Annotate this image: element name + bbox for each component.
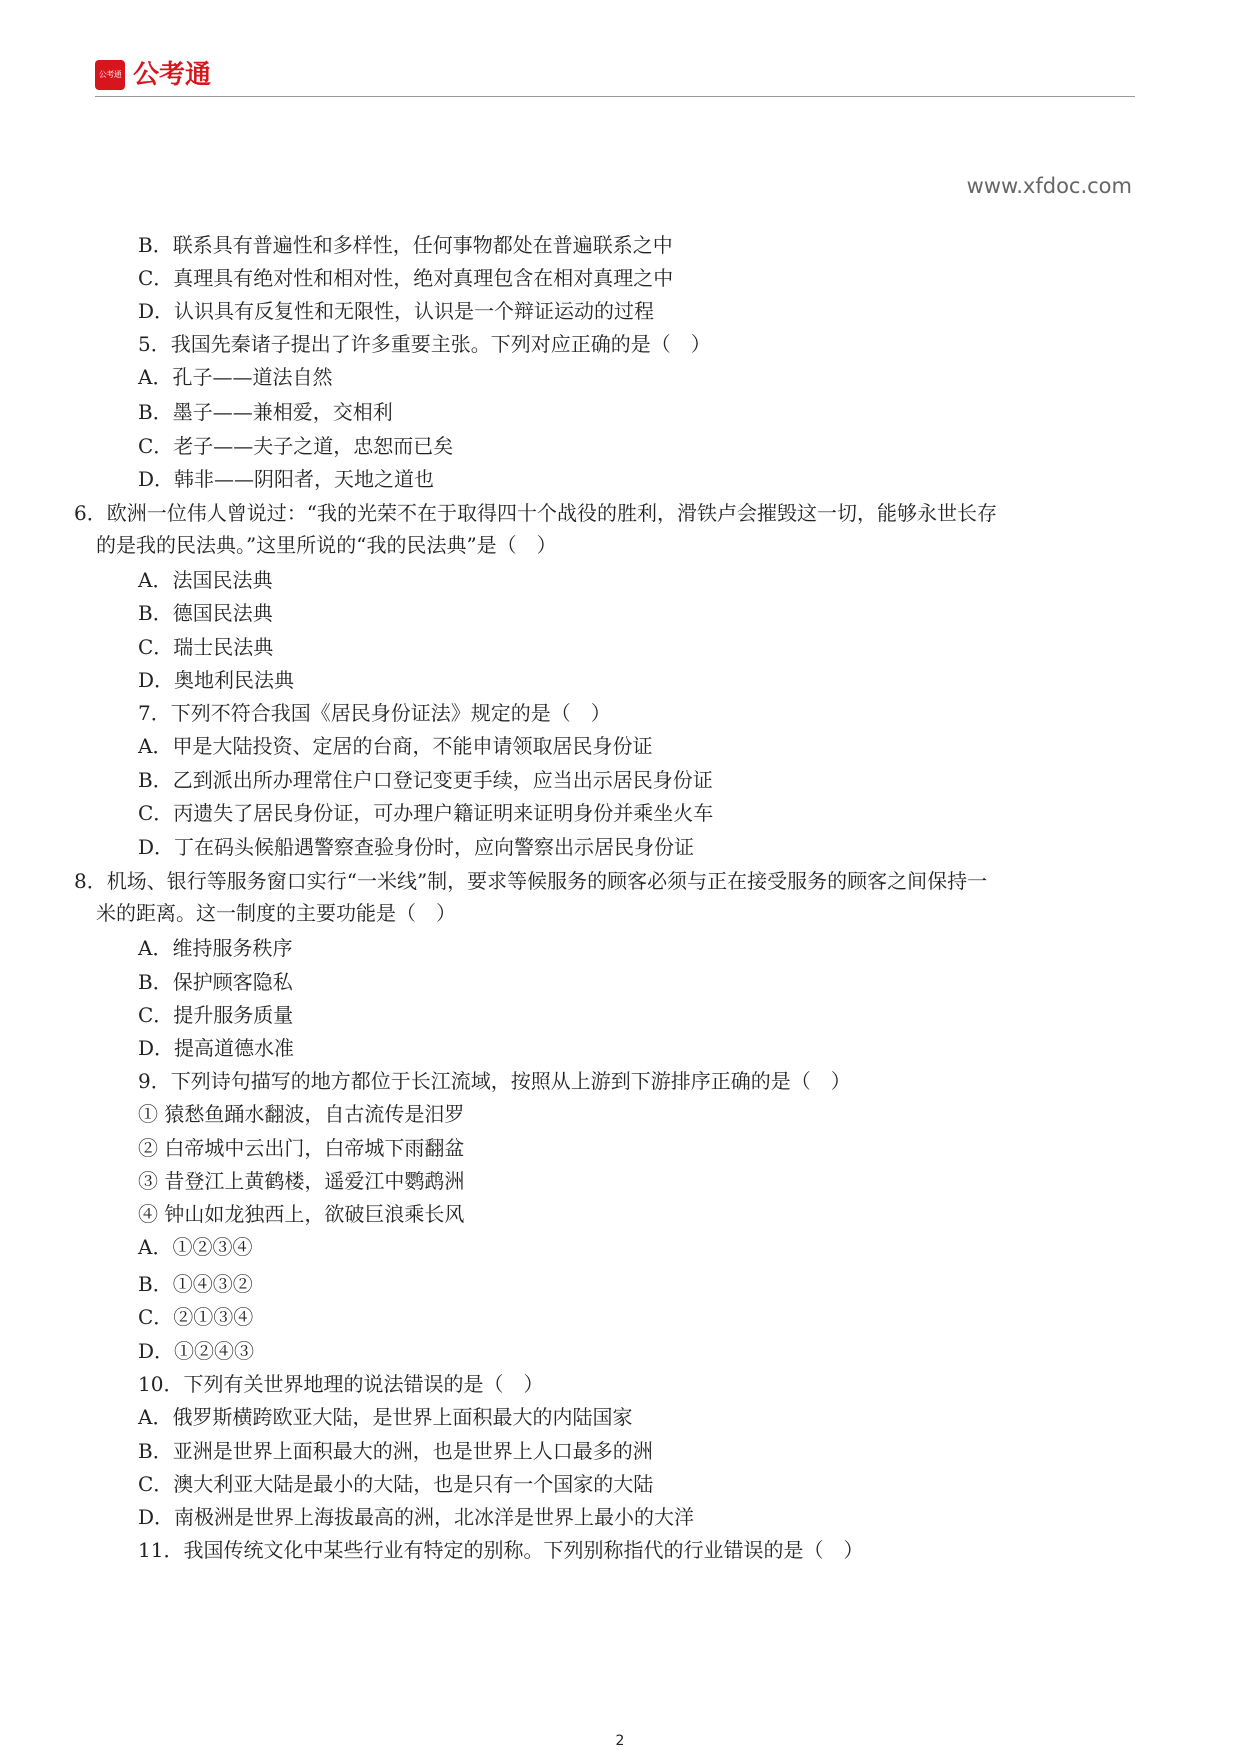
answer-option: A．法国民法典	[138, 568, 273, 592]
answer-option: D．南极洲是世界上海拔最高的洲，北冰洋是世界上最小的大洋	[138, 1505, 695, 1529]
page-number: 2	[615, 1733, 625, 1749]
answer-option: C．提升服务质量	[138, 1003, 294, 1027]
question-text: 8．机场、银行等服务窗口实行“一米线”制，要求等候服务的顾客必须与正在接受服务的顾客之间保持一	[74, 869, 988, 893]
question-text: 9．下列诗句描写的地方都位于长江流域，按照从上游到下游排序正确的是（ ）	[138, 1069, 851, 1093]
question-continuation: 的是我的民法典。”这里所说的“我的民法典”是（ ）	[96, 533, 557, 557]
answer-option: D．丁在码头候船遇警察查验身份时，应向警察出示居民身份证	[138, 835, 695, 859]
answer-option: B．亚洲是世界上面积最大的洲，也是世界上人口最多的洲	[138, 1439, 653, 1463]
answer-option: B．联系具有普遍性和多样性，任何事物都处在普遍联系之中	[138, 233, 673, 257]
question-text: 6．欧洲一位伟人曾说过：“我的光荣不在于取得四十个战役的胜利，滑铁卢会摧毁这一切，能够永世长存	[74, 501, 997, 525]
answer-option: B．①④③②	[138, 1272, 253, 1296]
question-text: 7．下列不符合我国《居民身份证法》规定的是（ ）	[138, 701, 611, 725]
answer-option: D．认识具有反复性和无限性，认识是一个辩证运动的过程	[138, 299, 655, 323]
answer-option: A．①②③④	[138, 1235, 253, 1259]
logo-icon: 公考通	[95, 60, 125, 90]
question-continuation: 米的距离。这一制度的主要功能是（ ）	[96, 901, 456, 925]
question-text: 10．下列有关世界地理的说法错误的是（ ）	[138, 1372, 544, 1396]
answer-option: B．德国民法典	[138, 601, 273, 625]
site-url: www.xfdoc.com	[966, 174, 1132, 198]
answer-option: D．奥地利民法典	[138, 668, 295, 692]
answer-option: A．甲是大陆投资、定居的台商，不能申请领取居民身份证	[138, 734, 653, 758]
answer-option: ② 白帝城中云出门，白帝城下雨翻盆	[138, 1136, 465, 1160]
logo-text: 公考通	[133, 60, 212, 90]
answer-option: D．韩非——阴阳者，天地之道也	[138, 467, 435, 491]
page-header	[95, 57, 1135, 97]
answer-option: C．真理具有绝对性和相对性，绝对真理包含在相对真理之中	[138, 266, 674, 290]
answer-option: C．②①③④	[138, 1305, 254, 1329]
answer-option: B．墨子——兼相爱，交相利	[138, 400, 393, 424]
answer-option: ① 猿愁鱼踊水翻波，自古流传是汨罗	[138, 1102, 465, 1126]
answer-option: B．乙到派出所办理常住户口登记变更手续，应当出示居民身份证	[138, 768, 713, 792]
answer-option: C．老子——夫子之道，忠恕而已矣	[138, 434, 454, 458]
answer-option: B．保护顾客隐私	[138, 970, 293, 994]
answer-option: D．提高道德水准	[138, 1036, 295, 1060]
answer-option: A．维持服务秩序	[138, 936, 293, 960]
header-divider	[95, 96, 1135, 97]
answer-option: D．①②④③	[138, 1339, 255, 1363]
question-text: 5．我国先秦诸子提出了许多重要主张。下列对应正确的是（ ）	[138, 332, 711, 356]
answer-option: A．俄罗斯横跨欧亚大陆，是世界上面积最大的内陆国家	[138, 1405, 633, 1429]
answer-option: C．瑞士民法典	[138, 635, 274, 659]
answer-option: A．孔子——道法自然	[138, 365, 333, 389]
answer-option: ④ 钟山如龙独西上，欲破巨浪乘长风	[138, 1202, 465, 1226]
answer-option: ③ 昔登江上黄鹤楼，遥爱江中鹦鹉洲	[138, 1169, 465, 1193]
question-text: 11．我国传统文化中某些行业有特定的别称。下列别称指代的行业错误的是（ ）	[138, 1538, 864, 1562]
answer-option: C．丙遗失了居民身份证，可办理户籍证明来证明身份并乘坐火车	[138, 801, 714, 825]
answer-option: C．澳大利亚大陆是最小的大陆，也是只有一个国家的大陆	[138, 1472, 654, 1496]
